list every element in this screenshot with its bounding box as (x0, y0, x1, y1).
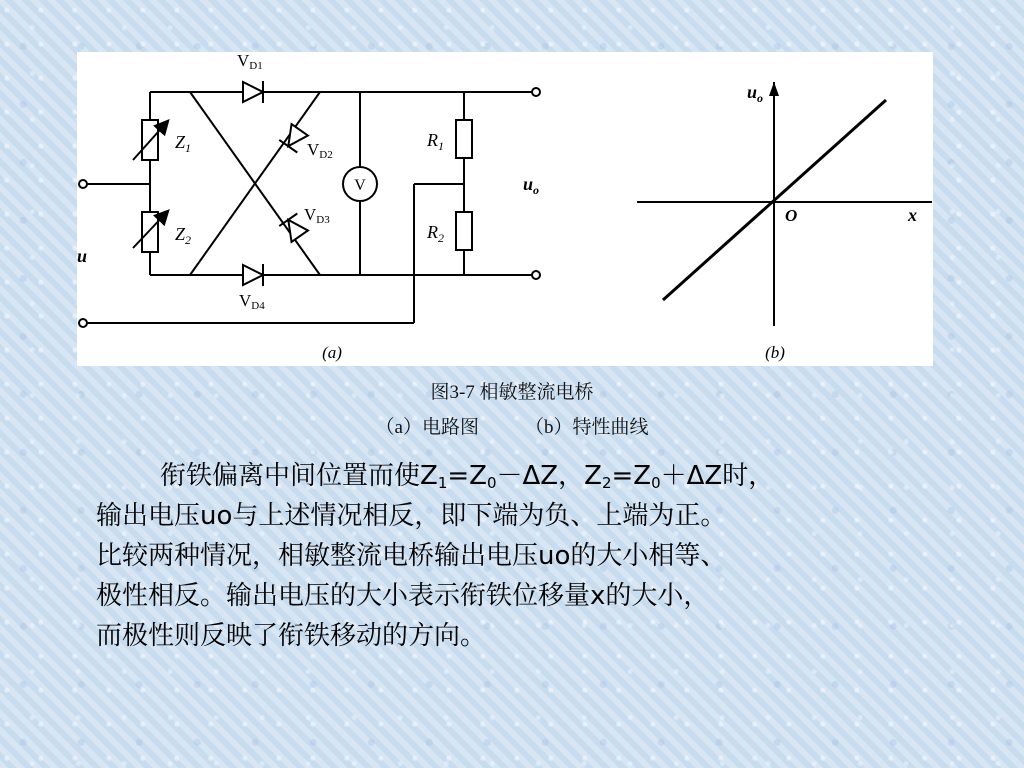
text-line-5: 而极性则反映了衔铁移动的方向。 (96, 621, 487, 651)
explanation-paragraph (96, 456, 936, 656)
label-z2: $Z_2$ (175, 224, 192, 247)
label-x-axis: x (908, 205, 917, 225)
label-panel-a: (a) (322, 343, 342, 362)
label-r1: $R_1$ (427, 130, 444, 153)
text-line-3: 比较两种情况，相敏整流电桥输出电压uo的大小相等、 (96, 541, 727, 571)
diode-vd1 (243, 81, 263, 103)
label-y-axis-uo: $u_o$ (747, 82, 764, 105)
text-line-4: 极性相反。输出电压的大小表示衔铁位移量x的大小， (96, 581, 710, 611)
label-vd2: VD2 (307, 140, 333, 161)
label-origin: O (785, 206, 798, 225)
output-terminal-top (532, 88, 540, 96)
subcaption-b: （b）特性曲线 (524, 417, 649, 438)
text-line-1: 衔铁偏离中间位置而使$Z_1=Z_0-\Delta Z$，$Z_2=Z_0+\Delta Z$时， (160, 461, 775, 492)
text-line-2: 输出电压uo与上述情况相反，即下端为负、上端为正。 (96, 501, 727, 531)
y-axis-arrow (769, 82, 779, 96)
figure (77, 52, 933, 366)
figure-title: 图3-7 相敏整流电桥 (430, 382, 594, 403)
label-vd4: VD4 (239, 291, 265, 312)
r2-body (456, 212, 472, 250)
z2-body (142, 212, 158, 252)
label-panel-b: (b) (765, 343, 785, 362)
label-z1: $Z_1$ (175, 132, 192, 155)
figure-subcaptions (0, 412, 1024, 439)
label-r2: $R_2$ (427, 222, 444, 245)
diode-vd2 (279, 123, 308, 152)
diode-vd4 (243, 264, 263, 286)
figure-svg (77, 52, 933, 366)
label-output-uo: $u_o$ (523, 174, 540, 197)
label-vd3: VD3 (304, 205, 330, 226)
label-voltmeter: V (354, 177, 366, 194)
input-terminal-top (79, 180, 87, 188)
subcaption-a: （a）电路图 (375, 417, 479, 438)
label-vd1: VD1 (237, 52, 263, 72)
output-terminal-bottom (532, 271, 540, 279)
label-input-u: u (77, 246, 88, 266)
r1-body (456, 120, 472, 158)
input-terminal-bottom (79, 319, 87, 327)
characteristic-plot (637, 82, 932, 326)
